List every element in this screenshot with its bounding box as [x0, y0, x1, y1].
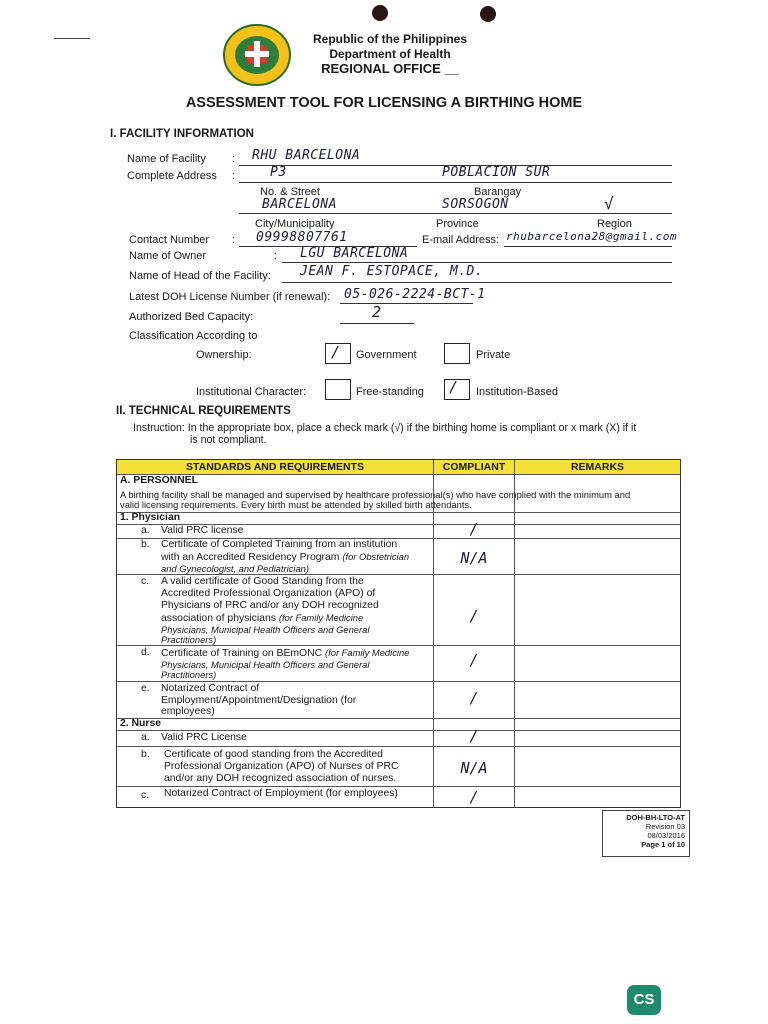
doc-revision: Revision 03	[645, 822, 685, 831]
colon: :	[232, 153, 236, 165]
instruction-line2: is not compliant.	[190, 434, 267, 446]
item-letter: c.	[141, 790, 150, 801]
compliant-mark: /	[469, 689, 479, 707]
column-divider	[514, 460, 515, 807]
head-value: JEAN F. ESTOPACE, M.D.	[300, 264, 484, 279]
header-department: Department of Health	[329, 47, 451, 61]
license-value: 05-026-2224-BCT-1	[344, 287, 486, 302]
camscanner-logo: CS	[627, 985, 661, 1015]
item-text: Practitioners)	[161, 634, 217, 645]
street-value: P3	[270, 165, 287, 180]
item-text: Physicians, Municipal Health Officers and General	[161, 659, 370, 670]
section-facility-information: I. FACILITY INFORMATION	[110, 128, 254, 140]
compliant-mark: /	[469, 607, 479, 625]
owner-value: LGU BARCELONA	[300, 246, 409, 261]
checkbox-private[interactable]	[444, 343, 470, 364]
label-no-street: No. & Street	[260, 186, 320, 198]
colon: :	[232, 170, 236, 182]
label-private: Private	[476, 349, 511, 361]
item-text: Professional Organization (APO) of Nurses of PRC	[164, 761, 399, 772]
head-line	[282, 282, 672, 283]
physician-heading: 1. Physician	[120, 512, 181, 523]
instruction-line1: Instruction: In the appropriate box, place a check mark (√) if the birthing home is compliant or x mark (X) if it	[133, 422, 637, 434]
license-line	[340, 303, 473, 304]
compliant-mark: N/A	[460, 759, 488, 777]
item-text: Employment/Appointment/Designation (for	[161, 695, 357, 706]
label-city: City/Municipality	[255, 218, 335, 230]
nurse-heading: 2. Nurse	[120, 718, 162, 729]
personnel-heading: A. PERSONNEL	[120, 475, 198, 486]
compliant-mark: /	[469, 788, 479, 806]
header-remarks: REMARKS	[515, 461, 680, 473]
personnel-desc-2: valid licensing requirements. Every birth must be attended by skilled birth attendants.	[120, 499, 472, 510]
barangay-value: POBLACION SUR	[442, 165, 551, 180]
bed-line	[340, 323, 414, 324]
label-institution-based: Institution-Based	[476, 386, 558, 398]
label-email: E-mail Address:	[422, 234, 500, 246]
item-text: Accredited Professional Organization (APO) of	[161, 588, 376, 599]
header-compliant: COMPLIANT	[434, 461, 514, 473]
label-contact-number: Contact Number	[129, 234, 210, 246]
compliant-mark: /	[469, 520, 479, 538]
province-value: SORSOGON	[442, 197, 509, 212]
email-line	[504, 246, 672, 247]
item-text: employees)	[161, 706, 215, 717]
item-text: and/or any DOH recognized association of nurses.	[164, 773, 397, 784]
item-text: Valid PRC License	[161, 732, 247, 743]
stray-mark	[54, 38, 90, 39]
check-institution-based: /	[449, 378, 459, 396]
owner-line	[282, 262, 672, 263]
label-government: Government	[356, 349, 417, 361]
item-text: Physicians, Municipal Health Officers and General	[161, 624, 370, 635]
label-classification: Classification According to	[129, 330, 258, 342]
label-free-standing: Free-standing	[356, 386, 424, 398]
label-province: Province	[436, 218, 479, 230]
item-letter: d.	[141, 647, 150, 658]
item-text: Notarized Contract of Employment (for employees)	[164, 788, 398, 799]
bed-value: 2	[372, 303, 382, 321]
punch-hole-right	[480, 6, 496, 22]
colon: :	[274, 250, 278, 262]
doc-code: DOH-BH-LTO-AT	[626, 813, 685, 822]
item-text-italic: (for Family Medicine	[278, 612, 364, 623]
label-license-number: Latest DOH License Number (if renewal):	[129, 291, 331, 303]
item-text: Certificate of good standing from the Accredited	[164, 749, 383, 760]
item-text: Practitioners)	[161, 669, 217, 680]
item-text: Valid PRC license	[161, 525, 244, 536]
header-regional-office: REGIONAL OFFICE __	[321, 61, 459, 76]
city-value: BARCELONA	[262, 197, 337, 212]
compliant-mark: /	[469, 727, 479, 745]
label-name-of-facility: Name of Facility	[127, 153, 206, 165]
label-barangay: Barangay	[474, 186, 522, 198]
section-technical-requirements: II. TECHNICAL REQUIREMENTS	[116, 405, 291, 417]
requirements-table	[116, 459, 681, 808]
name-of-facility-value: RHU BARCELONA	[252, 148, 361, 163]
label-institutional-character: Institutional Character:	[196, 386, 307, 398]
item-letter: c.	[141, 576, 150, 587]
item-text: A valid certificate of Good Standing from the	[161, 576, 364, 587]
checkbox-free-standing[interactable]	[325, 379, 351, 400]
label-complete-address: Complete Address	[127, 170, 217, 182]
doh-seal-logo	[222, 24, 292, 86]
punch-hole-left	[372, 5, 388, 21]
item-text-main: with an Accredited Residency Program	[161, 552, 340, 563]
item-text: Certificate of Completed Training from an institution	[161, 539, 398, 550]
item-letter: a.	[141, 732, 150, 743]
label-bed-capacity: Authorized Bed Capacity:	[129, 311, 254, 323]
item-letter: a.	[141, 525, 150, 536]
item-letter: b.	[141, 749, 150, 760]
item-text-main: Certificate of Training on BEmONC	[161, 648, 323, 659]
header-republic: Republic of the Philippines	[312, 32, 467, 46]
label-name-of-owner: Name of Owner	[129, 250, 207, 262]
item-text-italic: (for Obstetrician	[342, 551, 410, 562]
document-title: ASSESSMENT TOOL FOR LICENSING A BIRTHING HOME	[185, 95, 583, 111]
doc-page: Page 1 of 10	[641, 840, 685, 849]
doc-date: 08/03/2016	[647, 831, 685, 840]
email-value: rhubarcelona28@gmail.com	[506, 230, 677, 243]
check-government: /	[331, 343, 341, 361]
header-standards: STANDARDS AND REQUIREMENTS	[117, 461, 433, 473]
personnel-desc-1: A birthing facility shall be managed and supervised by healthcare professional(s) who have complied with the minimum and	[120, 489, 631, 500]
item-letter: b.	[141, 539, 150, 550]
address-line	[239, 182, 672, 183]
item-text: Physicians of PRC and/or any DOH recognized	[161, 600, 379, 611]
compliant-mark: N/A	[460, 549, 488, 567]
item-letter: e.	[141, 683, 150, 694]
item-text-main: association of physicians	[161, 613, 276, 624]
label-head-of-facility: Name of Head of the Facility:	[129, 270, 271, 282]
label-region: Region	[597, 218, 632, 230]
document-code-box	[602, 810, 690, 857]
colon: :	[232, 234, 236, 246]
contact-number-value: 09998807761	[256, 230, 348, 245]
item-text-italic: (for Family Medicine	[325, 647, 410, 658]
compliant-mark: /	[469, 651, 479, 669]
region-check: √	[604, 194, 615, 213]
item-text: Notarized Contract of	[161, 683, 260, 694]
item-text: and Gynecologist, and Pediatrician)	[161, 563, 310, 574]
city-line	[239, 213, 672, 214]
column-divider	[433, 460, 434, 807]
label-ownership: Ownership:	[196, 349, 252, 361]
